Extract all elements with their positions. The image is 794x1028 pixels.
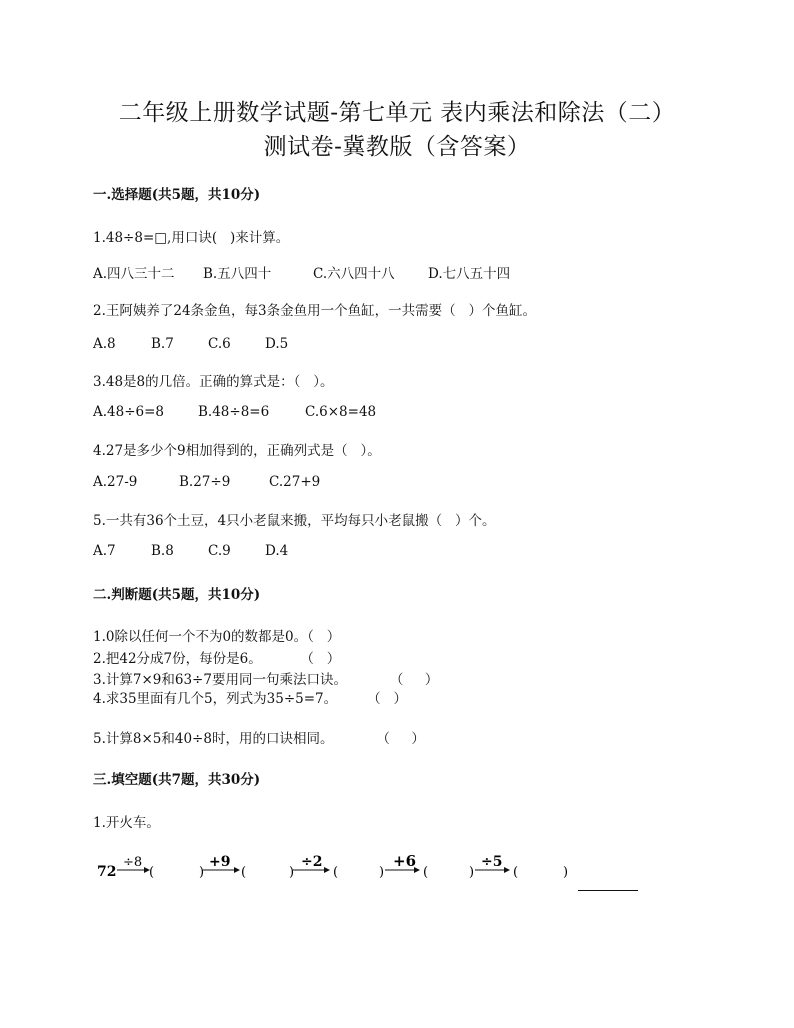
question-text: 3.48是8的几倍。正确的算式是：（ ）。 [93,374,334,390]
train-operation: ÷8 [123,855,143,870]
option: B.五八四十 [203,266,272,282]
train-start-number: 72 [97,864,117,880]
train-operation: ÷5 [481,854,503,870]
option: D.七八五十四 [428,266,511,282]
blank-open: ( [149,865,155,880]
option: D.5 [265,336,289,352]
train-operation: +6 [393,852,417,870]
question-text: 1.48÷8=□,用口诀( )来计算。 [93,230,290,246]
question-options [93,543,288,559]
question-text: 2.王阿姨养了24条金鱼，每3条金鱼用一个鱼缸，一共需要（ ）个鱼缸。 [93,303,537,319]
blank-close: ) [563,865,569,880]
question-text: 5.一共有36个土豆，4只小老鼠来搬，平均每只小老鼠搬（ ）个。 [93,513,496,529]
blank-open: ( [333,865,339,880]
question-options [93,336,288,352]
blank-close: ) [289,865,295,880]
question-text: 1.开火车。 [93,815,160,831]
blank-open: ( [513,865,519,880]
blank-open: ( [423,865,429,880]
train-chain-diagram [95,852,655,892]
judgement-item: 1.0除以任何一个不为0的数都是0。（ ） [93,629,341,645]
option: C.6 [208,336,231,352]
document-title-line-1: 二年级上册数学试题-第七单元 表内乘法和除法（二） [118,100,676,126]
question-options [93,262,510,282]
option: B.48÷8=6 [198,404,270,420]
option: C.27+9 [269,474,321,490]
judgement-item: 5.计算8×5和40÷8时，用的口诀相同。 （ ） [93,731,425,747]
blank-close: ) [469,865,475,880]
judgement-item: 3.计算7×9和63÷7要用同一句乘法口诀。 （ ） [93,672,439,688]
option: C.6×8=48 [305,404,377,420]
option: A.8 [93,336,116,352]
section-heading-choice: 一.选择题(共5题，共10分) [93,187,261,203]
section-heading-fill-in: 三.填空题(共7题，共30分) [93,772,261,788]
option: A.7 [93,543,116,559]
option: C.六八四十八 [313,266,395,282]
option: A.27-9 [93,474,138,490]
option: B.8 [151,543,174,559]
question-text: 4.27是多少个9相加得到的，正确列式是（ ）。 [93,443,381,459]
section-heading-judgement: 二.判断题(共5题，共10分) [93,587,261,603]
train-operation: +9 [209,854,231,870]
blank-close: ) [379,865,385,880]
train-operation: ÷2 [301,854,323,870]
answer-blank-line [578,890,638,891]
option: A.48÷6=8 [93,404,165,420]
option: C.9 [208,543,231,559]
judgement-item: 4.求35里面有几个5，列式为35÷5=7。 （ ） [93,691,408,707]
judgement-item: 2.把42分成7份，每份是6。 （ ） [93,651,341,667]
question-options [93,404,376,420]
question-options [93,474,320,490]
option: D.4 [265,543,289,559]
option: A.四八三十二 [93,266,175,282]
blank-open: ( [241,865,247,880]
option: B.27÷9 [179,474,231,490]
blank-close: ) [199,865,205,880]
document-title-line-2: 测试卷-冀教版（含答案） [263,134,531,160]
option: B.7 [151,336,174,352]
